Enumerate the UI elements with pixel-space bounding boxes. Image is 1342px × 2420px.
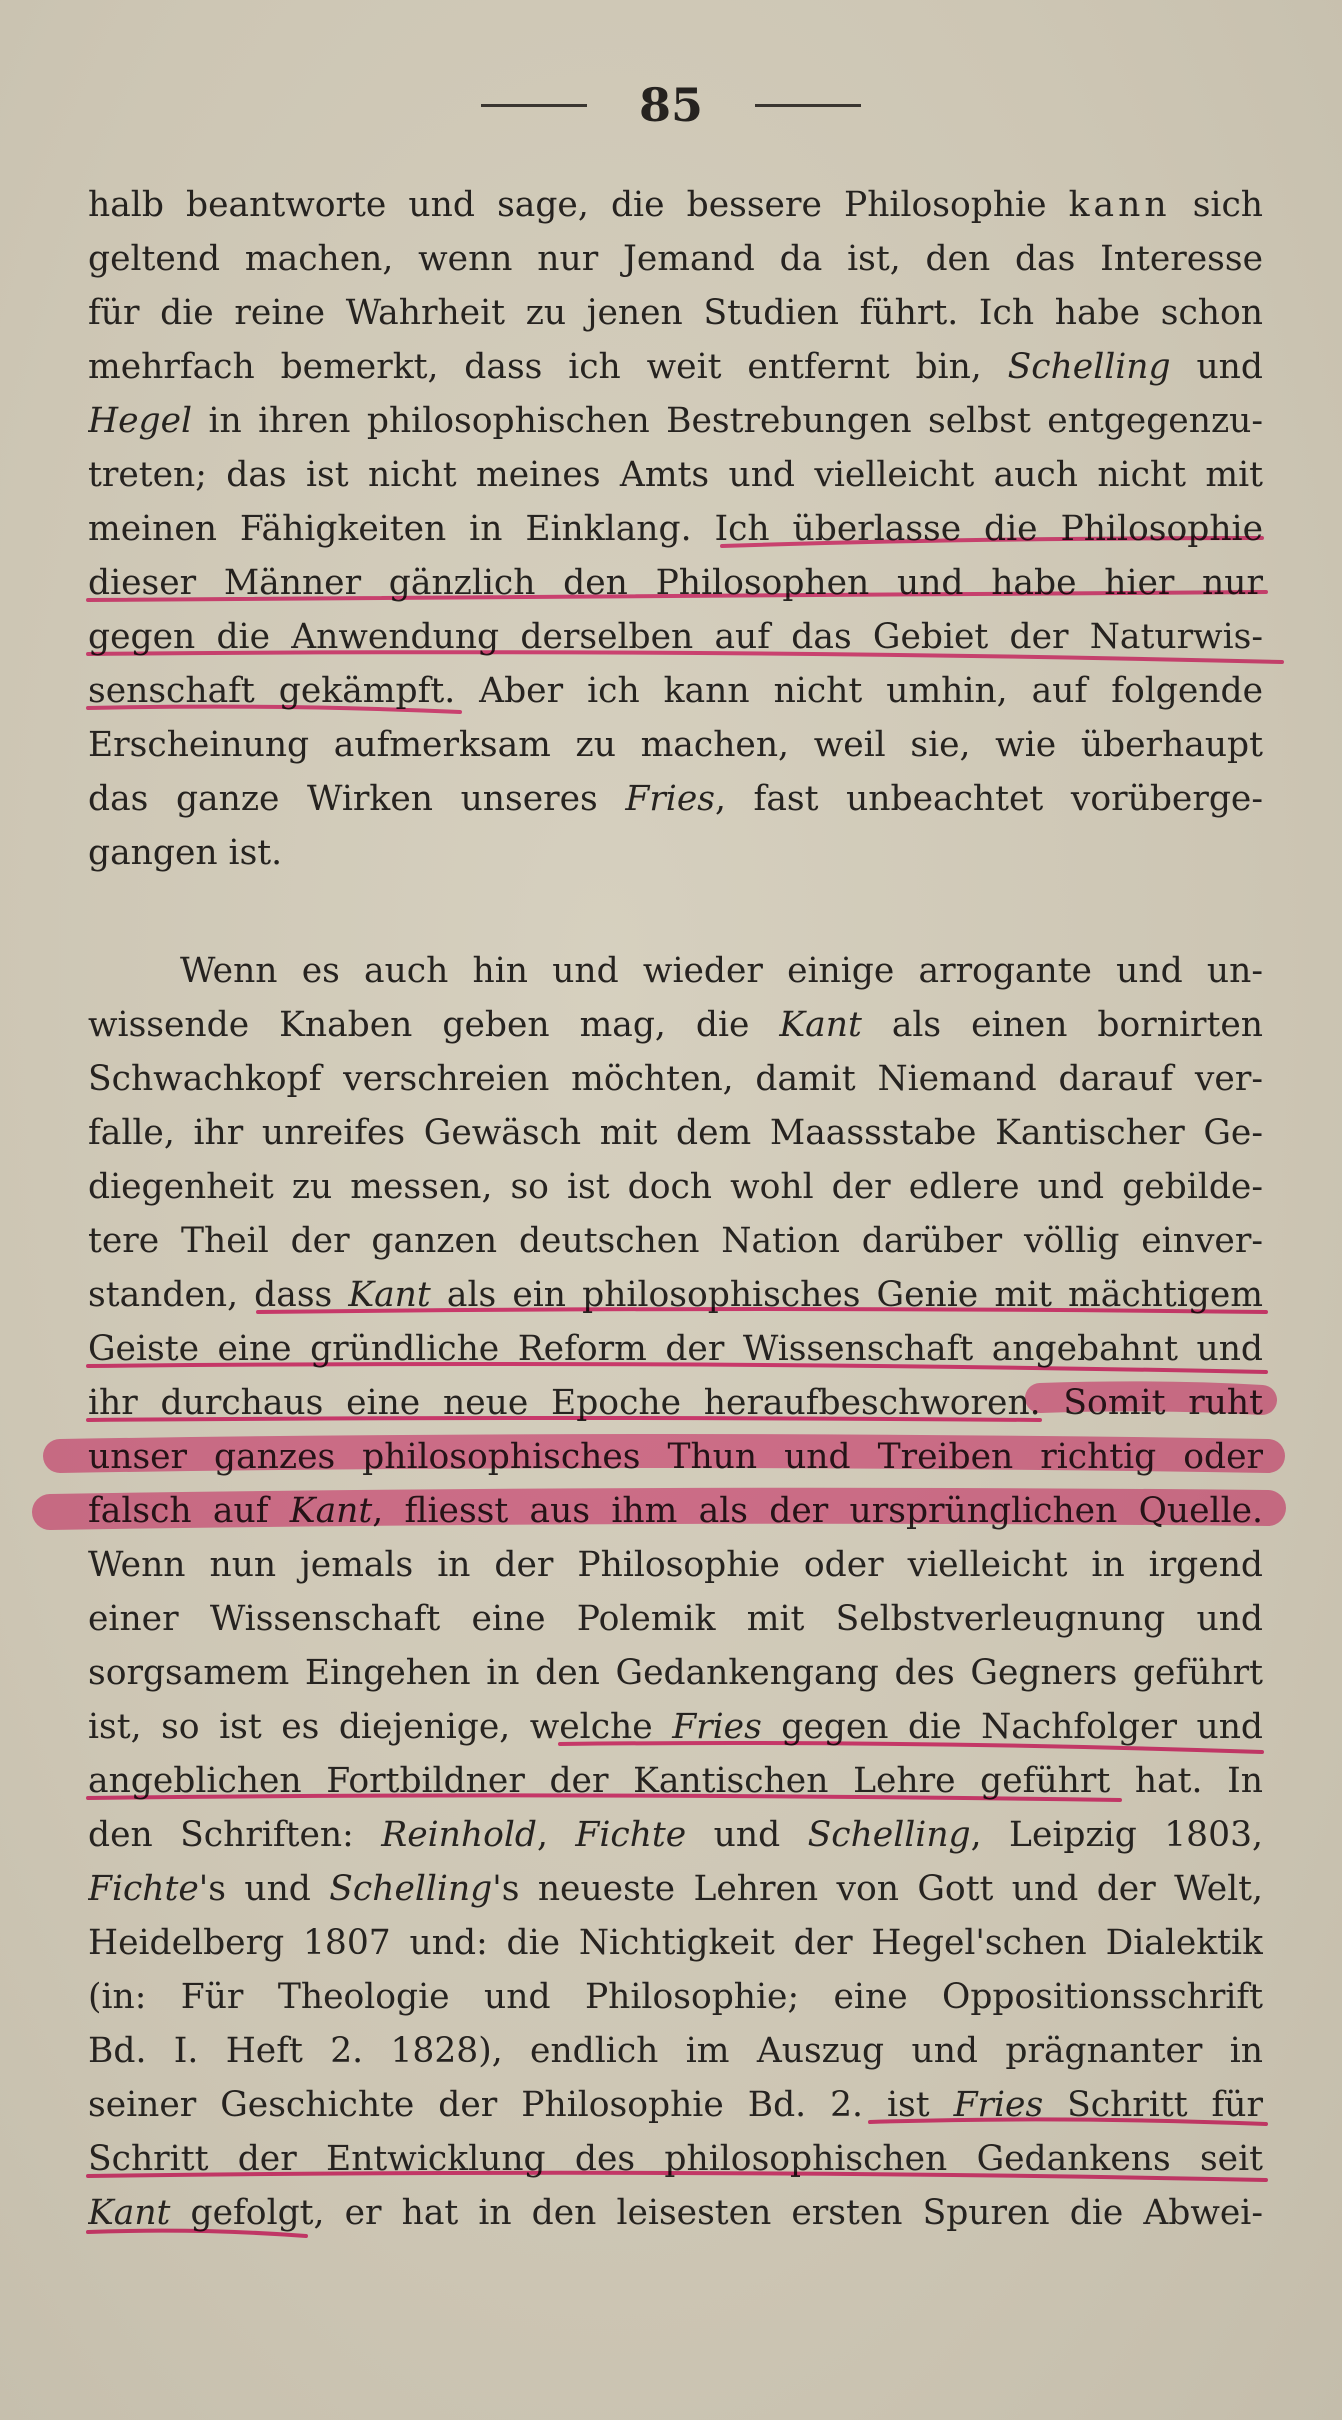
- text-line: gegen die Anwendung derselben auf das Gebiet der Naturwis-: [88, 617, 1263, 657]
- text-line: ist, so ist es diejenige, welche Fries gegen die Nachfolger und: [88, 1707, 1263, 1747]
- text-line: diegenheit zu messen, so ist doch wohl der edlere und gebilde-: [88, 1167, 1263, 1207]
- text-line: falle, ihr unreifes Gewäsch mit dem Maassstabe Kantischer Ge-: [88, 1113, 1263, 1153]
- text-line: falsch auf Kant, fliesst aus ihm als der ursprünglichen Quelle.: [88, 1491, 1263, 1531]
- text-line: halb beantworte und sage, die bessere Philosophie kann sich: [88, 185, 1263, 225]
- text-line: wissende Knaben geben mag, die Kant als einen bornirten: [88, 1005, 1263, 1045]
- name-fichte: Fichte: [575, 1815, 687, 1855]
- text-line: Hegel in ihren philosophischen Bestrebungen selbst entgegenzu-: [88, 401, 1263, 441]
- text-line: senschaft gekämpft. Aber ich kann nicht umhin, auf folgende: [88, 671, 1263, 711]
- name-fries: Fries: [672, 1707, 762, 1747]
- text-line: treten; das ist nicht meines Amts und vielleicht auch nicht mit: [88, 455, 1263, 495]
- text-line: ihr durchaus eine neue Epoche heraufbeschworen. Somit ruht: [88, 1383, 1263, 1423]
- text-line: mehrfach bemerkt, dass ich weit entfernt bin, Schelling und: [88, 347, 1263, 387]
- text-line: Bd. I. Heft 2. 1828), endlich im Auszug und prägnanter in: [88, 2031, 1263, 2071]
- name-hegel: Hegel: [88, 401, 193, 441]
- text-line: Kant gefolgt, er hat in den leisesten ersten Spuren die Abwei-: [88, 2193, 1263, 2233]
- text-line: seiner Geschichte der Philosophie Bd. 2. ist Fries Schritt für: [88, 2085, 1263, 2125]
- name-fichte: Fichte: [88, 1869, 199, 1909]
- text-line: Schwachkopf verschreien möchten, damit Niemand darauf ver-: [88, 1059, 1263, 1099]
- header-rule-left: [481, 104, 587, 107]
- page-number: 85: [638, 78, 703, 132]
- text-line: tere Theil der ganzen deutschen Nation darüber völlig einver-: [88, 1221, 1263, 1261]
- name-kant: Kant: [88, 2193, 171, 2233]
- text-line: dieser Männer gänzlich den Philosophen und habe hier nur: [88, 563, 1263, 603]
- emphasis-kann: kann: [1068, 185, 1171, 225]
- page-header: [0, 78, 1342, 132]
- text-line: geltend machen, wenn nur Jemand da ist, den das Interesse: [88, 239, 1263, 279]
- name-kant: Kant: [779, 1005, 862, 1045]
- text-line: unser ganzes philosophisches Thun und Treiben richtig oder: [88, 1437, 1263, 1477]
- text-line: Wenn es auch hin und wieder einige arrogante und un-: [180, 951, 1263, 991]
- text-line: das ganze Wirken unseres Fries, fast unbeachtet vorüberge-: [88, 779, 1263, 819]
- name-schelling: Schelling: [807, 1815, 971, 1855]
- text-line: standen, dass Kant als ein philosophisches Genie mit mächtigem: [88, 1275, 1263, 1315]
- name-kant: Kant: [289, 1491, 373, 1531]
- name-schelling: Schelling: [329, 1869, 493, 1909]
- name-schelling: Schelling: [1007, 347, 1171, 387]
- name-kant: Kant: [348, 1275, 431, 1315]
- text-line: Schritt der Entwicklung des philosophischen Gedankens seit: [88, 2139, 1263, 2179]
- text-line: sorgsamem Eingehen in den Gedankengang des Gegners geführt: [88, 1653, 1263, 1693]
- text-line: gangen ist.: [88, 833, 283, 873]
- name-fries: Fries: [953, 2085, 1044, 2125]
- text-line: Heidelberg 1807 und: die Nichtigkeit der Hegel'schen Dialektik: [88, 1923, 1263, 1963]
- text-line: meinen Fähigkeiten in Einklang. Ich überlasse die Philosophie: [88, 509, 1263, 549]
- text-line: Fichte's und Schelling's neueste Lehren von Gott und der Welt,: [88, 1869, 1263, 1909]
- text-line: Wenn nun jemals in der Philosophie oder vielleicht in irgend: [88, 1545, 1263, 1585]
- text-line: für die reine Wahrheit zu jenen Studien führt. Ich habe schon: [88, 293, 1263, 333]
- text-line: Erscheinung aufmerksam zu machen, weil sie, wie überhaupt: [88, 725, 1263, 765]
- text-line: angeblichen Fortbildner der Kantischen Lehre geführt hat. In: [88, 1761, 1263, 1801]
- name-reinhold: Reinhold: [381, 1815, 537, 1855]
- text-line: (in: Für Theologie und Philosophie; eine Oppositionsschrift: [88, 1977, 1263, 2017]
- text-line: den Schriften: Reinhold, Fichte und Schelling, Leipzig 1803,: [88, 1815, 1263, 1855]
- text-line: Geiste eine gründliche Reform der Wissenschaft angebahnt und: [88, 1329, 1263, 1369]
- header-rule-right: [755, 104, 861, 107]
- name-fries: Fries: [625, 779, 715, 819]
- text-line: einer Wissenschaft eine Polemik mit Selbstverleugnung und: [88, 1599, 1263, 1639]
